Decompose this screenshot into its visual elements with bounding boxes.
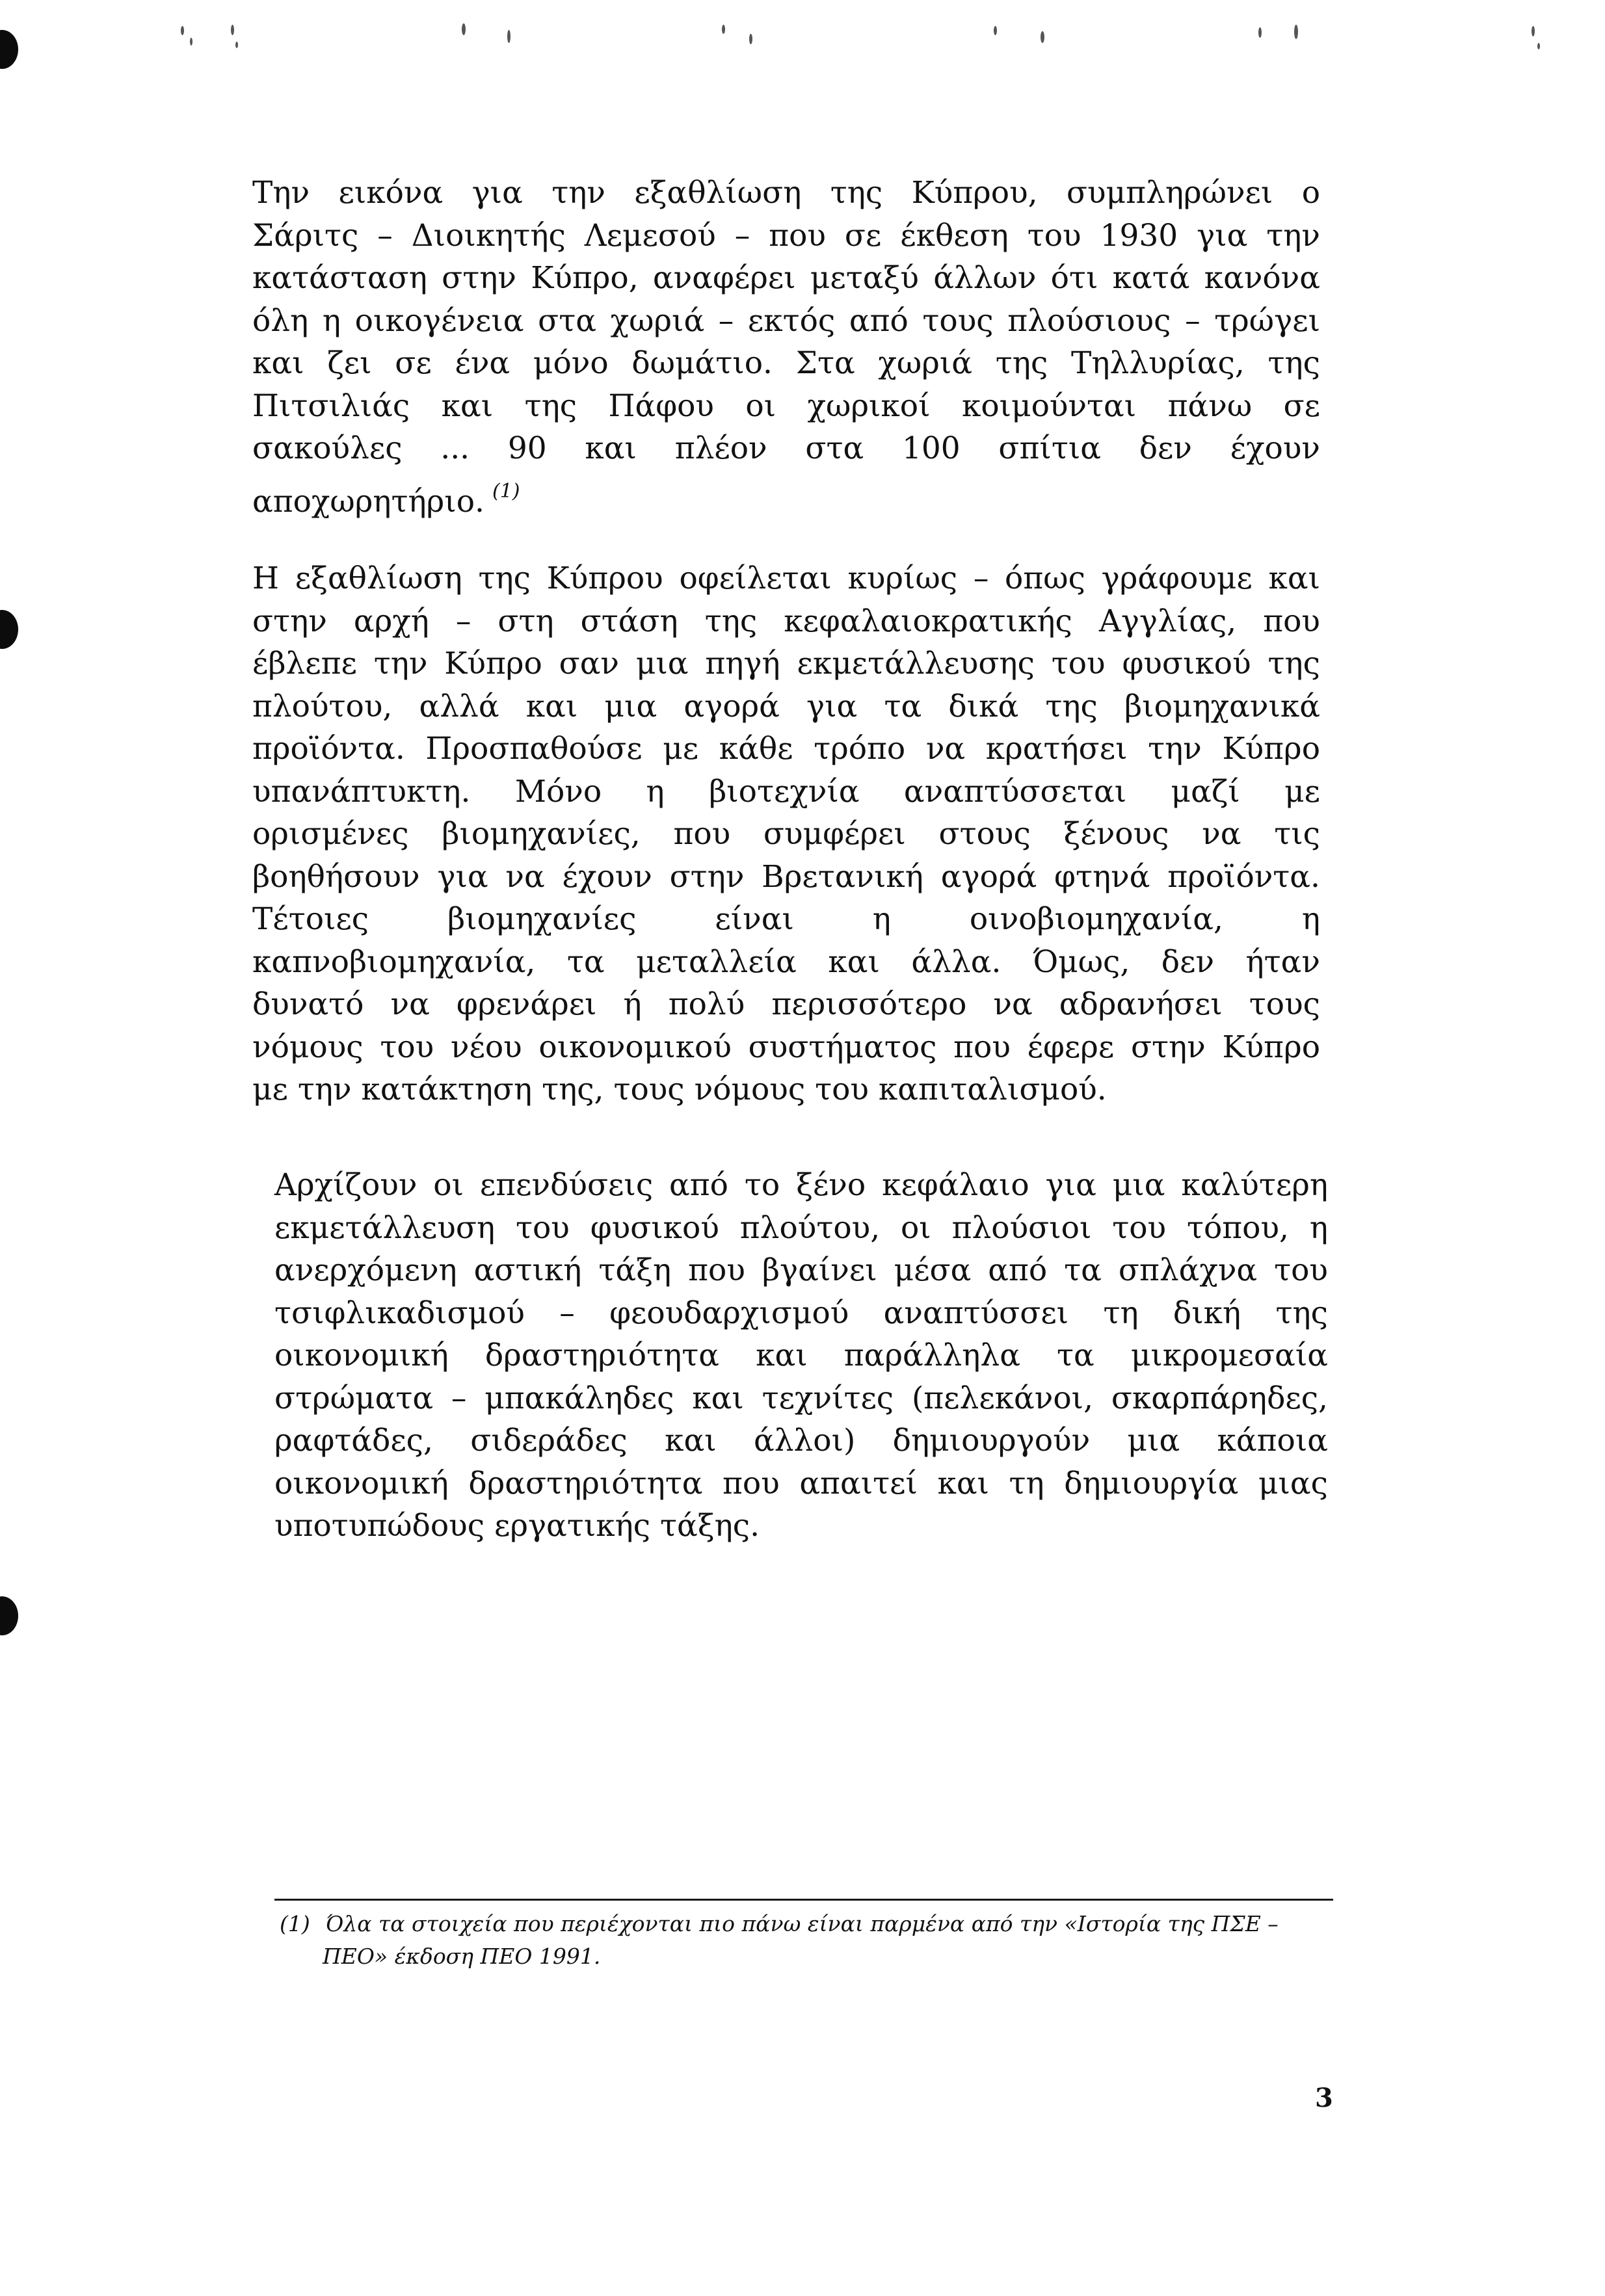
- text-line: σακούλες ... 90 και πλέον στα 100 σπίτια δεν έχουν: [252, 430, 1320, 466]
- text-line: υποτυπώδους εργατικής τάξης.: [274, 1508, 760, 1544]
- text-line: τσιφλικαδισμού – φεουδαρχισμού αναπτύσσει τη δική της: [274, 1295, 1328, 1331]
- paragraph: [252, 172, 1320, 523]
- text-line: νόμους του νέου οικονομικού συστήματος που έφερε στην Κύπρο: [252, 1029, 1320, 1065]
- footnote: [280, 1908, 1333, 1973]
- text-line: υπανάπτυκτη. Μόνο η βιοτεχνία αναπτύσσεται μαζί με: [252, 773, 1320, 810]
- text-line: οικονομική δραστηριότητα που απαιτεί και τη δημιουργία μιας: [274, 1465, 1328, 1501]
- text-line: Τέτοιες βιομηχανίες είναι η οινοβιομηχανία, η: [252, 901, 1320, 937]
- text-line: [252, 470, 1320, 523]
- footnote-reference: (1): [492, 479, 520, 503]
- text-line: εκμετάλλευση του φυσικού πλούτου, οι πλούσιοι του τόπου, η: [274, 1209, 1328, 1246]
- text-line: με την κατάκτηση της, τους νόμους του καπιταλισμού.: [252, 1072, 1107, 1107]
- text-line: έβλεπε την Κύπρο σαν μια πηγή εκμετάλλευσης του φυσικού της: [252, 646, 1320, 681]
- punch-hole: [0, 1596, 18, 1635]
- text-line: πλούτου, αλλά και μια αγορά για τα δικά της βιομηχανικά: [252, 688, 1320, 724]
- text-line: Σάριτς – Διοικητής Λεμεσού – που σε έκθεση του 1930 για την: [252, 217, 1320, 254]
- text-line: στην αρχή – στη στάση της κεφαλαιοκρατικής Αγγλίας, που: [252, 603, 1320, 639]
- page-number: 3: [1315, 2083, 1333, 2113]
- text-line: ανερχόμενη αστική τάξη που βγαίνει μέσα από τα σπλάχνα του: [274, 1252, 1328, 1288]
- text-line: βοηθήσουν για να έχουν στην Βρετανική αγορά φτηνά προϊόντα.: [252, 858, 1320, 895]
- text-line-content: αποχωρητήριο.: [252, 483, 484, 520]
- paragraph: [252, 557, 1320, 1111]
- text-line: στρώματα – μπακάληδες και τεχνίτες (πελεκάνοι, σκαρπάρηδες,: [274, 1380, 1328, 1416]
- text-line: Αρχίζουν οι επενδύσεις από το ξένο κεφάλαιο για μια καλύτερη: [274, 1167, 1328, 1203]
- text-line: ραφτάδες, σιδεράδες και άλλοι) δημιουργούν μια κάποια: [274, 1423, 1328, 1458]
- text-line: δυνατό να φρενάρει ή πολύ περισσότερο να αδρανήσει τους: [252, 986, 1320, 1022]
- text-line: καπνοβιομηχανία, τα μεταλλεία και άλλα. Όμως, δεν ήταν: [252, 943, 1320, 980]
- text-line: όλη η οικογένεια στα χωριά – εκτός από τους πλούσιους – τρώγει: [252, 302, 1320, 339]
- text-line: και ζει σε ένα μόνο δωμάτιο. Στα χωριά της Τηλλυρίας, της: [252, 345, 1320, 381]
- paragraph: [274, 1164, 1328, 1548]
- text-line: Την εικόνα για την εξαθλίωση της Κύπρου, συμπληρώνει ο: [252, 175, 1320, 211]
- footnote-line: ΠΕΟ» έκδοση ΠΕΟ 1991.: [323, 1944, 601, 1969]
- text-line: ορισμένες βιομηχανίες, που συμφέρει στους ξένους να τις: [252, 816, 1320, 852]
- text-line: κατάσταση στην Κύπρο, αναφέρει μεταξύ άλλων ότι κατά κανόνα: [252, 260, 1320, 296]
- footnote-line: [280, 1911, 1279, 1936]
- punch-hole: [0, 30, 18, 69]
- footnote-divider: [274, 1899, 1333, 1901]
- footnote-text: Όλα τα στοιχεία που περιέχονται πιο πάνω είναι παρμένα από την «Ιστορία της ΠΣΕ –: [325, 1911, 1279, 1936]
- text-line: Η εξαθλίωση της Κύπρου οφείλεται κυρίως – όπως γράφουμε και: [252, 561, 1320, 596]
- footnote-marker: (1): [280, 1911, 310, 1936]
- text-line: προϊόντα. Προσπαθούσε με κάθε τρόπο να κρατήσει την Κύπρο: [252, 731, 1320, 767]
- punch-hole: [0, 610, 18, 649]
- text-line: οικονομική δραστηριότητα και παράλληλα τα μικρομεσαία: [274, 1338, 1328, 1373]
- text-line: Πιτσιλιάς και της Πάφου οι χωρικοί κοιμούνται πάνω σε: [252, 388, 1320, 424]
